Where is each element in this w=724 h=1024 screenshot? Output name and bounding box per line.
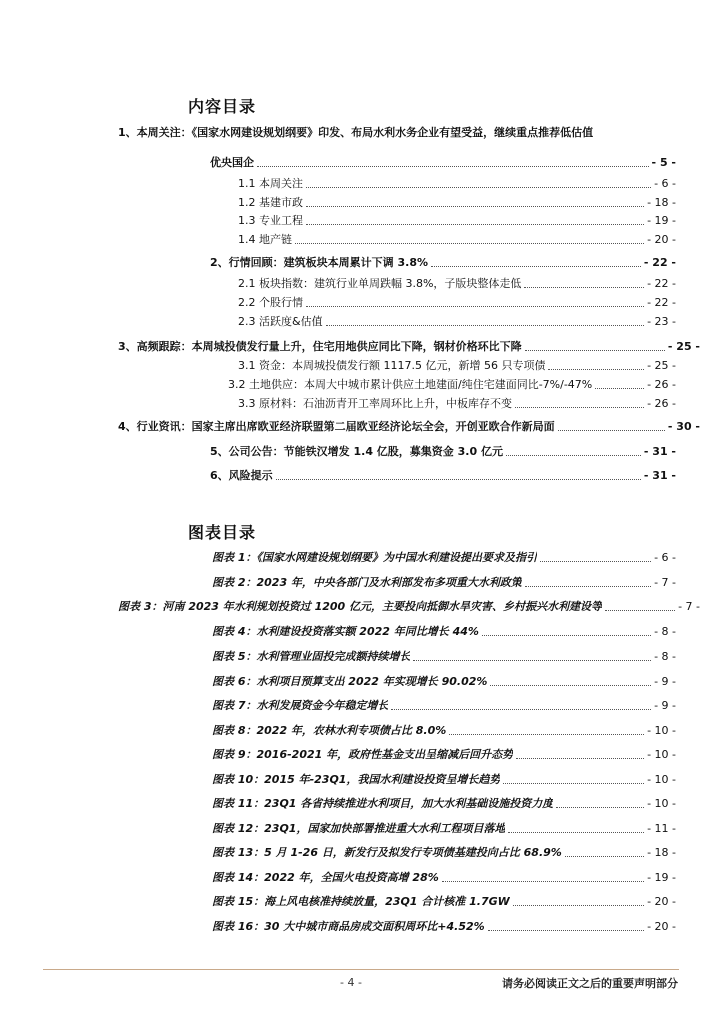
chart-page-number: - 7 - <box>678 600 700 613</box>
footer-divider <box>43 969 679 970</box>
leader-dots <box>413 659 651 661</box>
chart-page-number: - 10 - <box>647 773 676 786</box>
toc-entry-text: 6、风险提示 <box>210 469 273 482</box>
leader-dots <box>276 478 641 480</box>
chart-page-number: - 10 - <box>647 748 676 761</box>
leader-dots <box>488 929 644 931</box>
leader-dots <box>449 733 644 735</box>
footer-page-number: - 4 - <box>340 976 362 989</box>
chart-entry-text: 图表 10：2015 年-23Q1，我国水利建设投资呈增长趋势 <box>212 773 501 786</box>
chart-entry-text: 图表 1：《国家水网建设规划纲要》为中国水利建设提出要求及指引 <box>212 551 537 564</box>
toc-page-number: - 5 - <box>651 156 676 169</box>
toc-page-number: - 26 - <box>647 378 676 391</box>
leader-dots <box>490 684 651 686</box>
chart-entry-3[interactable] <box>118 598 700 614</box>
chart-entry-text: 图表 8：2022 年，农林水利专项债占比 8.0% <box>212 724 447 737</box>
toc-entry-text: 1.2 基建市政 <box>238 196 303 209</box>
chart-entry-text: 图表 14：2022 年，全国火电投资高增 28% <box>212 871 439 884</box>
toc-page-number: - 22 - <box>643 256 676 269</box>
chart-page-number: - 10 - <box>647 724 676 737</box>
chart-page-number: - 18 - <box>647 846 676 859</box>
leader-dots <box>525 585 651 587</box>
leader-dots <box>556 806 644 808</box>
chart-entry-4[interactable] <box>212 623 676 639</box>
chart-entry-14[interactable] <box>212 869 676 885</box>
toc-entry-text: 1.3 专业工程 <box>238 214 303 227</box>
toc-page-number: - 19 - <box>647 214 676 227</box>
chart-entry-10[interactable] <box>212 771 676 787</box>
toc-page-number: - 25 - <box>667 340 700 353</box>
chart-page-number: - 6 - <box>654 551 676 564</box>
toc-entry-2[interactable] <box>210 254 676 270</box>
toc-entry-text: 2.1 板块指数：建筑行业单周跌幅 3.8%，子版块整体走低 <box>238 277 522 290</box>
toc-entry-text: 4、行业资讯：国家主席出席欧亚经济联盟第二届欧亚经济论坛全会，开创亚欧合作新局面 <box>118 420 555 433</box>
leader-dots <box>295 242 644 244</box>
toc-entry-text: 5、公司公告：节能铁汉增发 1.4 亿股，募集资金 3.0 亿元 <box>210 445 503 458</box>
chart-page-number: - 11 - <box>647 822 676 835</box>
chart-entry-9[interactable] <box>212 746 676 762</box>
chart-entry-16[interactable] <box>212 918 676 934</box>
chart-entry-text: 图表 15：海上风电核准持续放量，23Q1 合计核准 1.7GW <box>212 895 510 908</box>
chart-entry-text: 图表 3：河南 2023 年水利规划投资过 1200 亿元，主要投向抵御水旱灾害、乡村振兴水利建设等 <box>118 600 603 613</box>
toc-entry-4[interactable] <box>118 418 700 434</box>
chart-entry-12[interactable] <box>212 820 676 836</box>
chart-entry-text: 图表 4：水利建设投资落实额 2022 年同比增长 44% <box>212 625 479 638</box>
chart-entry-8[interactable] <box>212 722 676 738</box>
leader-dots <box>540 560 651 562</box>
chart-entry-15[interactable] <box>212 893 676 909</box>
leader-dots <box>482 634 651 636</box>
chart-entry-text: 图表 6：水利项目预算支出 2022 年实现增长 90.02% <box>212 675 488 688</box>
chart-page-number: - 20 - <box>647 920 676 933</box>
toc-entry-1-2[interactable] <box>238 194 676 210</box>
footer-disclaimer: 请务必阅读正文之后的重要声明部分 <box>502 977 678 990</box>
leader-dots <box>306 223 644 225</box>
chart-page-number: - 9 - <box>654 675 676 688</box>
toc-entry-text: 1.1 本周关注 <box>238 177 303 190</box>
toc-entry-3-2[interactable] <box>228 376 676 392</box>
chart-entry-6[interactable] <box>212 673 676 689</box>
leader-dots <box>516 757 644 759</box>
chart-entry-text: 图表 11：23Q1 各省持续推进水利项目，加大水利基础设施投资力度 <box>212 797 554 810</box>
toc-entry-text: 3.2 土地供应：本周大中城市累计供应土地建面/纯住宅建面同比-7%/-47% <box>228 378 593 391</box>
leader-dots <box>431 265 641 267</box>
toc-entry-1-cont[interactable] <box>210 154 676 170</box>
toc-entry-text: 1.4 地产链 <box>238 233 292 246</box>
chart-page-number: - 7 - <box>654 576 676 589</box>
leader-dots <box>605 609 675 611</box>
leader-dots <box>515 406 644 408</box>
chart-page-number: - 8 - <box>654 650 676 663</box>
leader-dots <box>306 305 644 307</box>
toc-page-number: - 26 - <box>647 397 676 410</box>
leader-dots <box>306 186 651 188</box>
toc-page-number: - 22 - <box>647 296 676 309</box>
toc-entry-text: 3.3 原材料：石油沥青开工率周环比上升，中板库存不变 <box>238 397 512 410</box>
toc-entry-1-3[interactable] <box>238 212 676 228</box>
toc-page-number: - 31 - <box>643 469 676 482</box>
leader-dots <box>257 165 649 167</box>
toc-entry-3-1[interactable] <box>238 357 676 373</box>
leader-dots <box>513 904 644 906</box>
leader-dots <box>524 286 644 288</box>
chart-page-number: - 10 - <box>647 797 676 810</box>
leader-dots <box>306 205 644 207</box>
toc-entry-text: 2.2 个股行情 <box>238 296 303 309</box>
chart-entry-5[interactable] <box>212 648 676 664</box>
chart-entry-text: 图表 12：23Q1，国家加快部署推进重大水利工程项目落地 <box>212 822 506 835</box>
leader-dots <box>391 708 651 710</box>
chart-entry-text: 图表 9：2016-2021 年，政府性基金支出呈缩减后回升态势 <box>212 748 514 761</box>
toc-entry-3[interactable] <box>118 338 700 354</box>
chart-page-number: - 9 - <box>654 699 676 712</box>
toc-entry-1-4[interactable] <box>238 231 676 247</box>
leader-dots <box>565 855 644 857</box>
toc-page-number: - 6 - <box>654 177 676 190</box>
toc-entry-text: 1、本周关注：《国家水网建设规划纲要》印发、布局水利水务企业有望受益，继续重点推荐低估值 <box>118 126 594 139</box>
toc-page-number: - 23 - <box>647 315 676 328</box>
toc-entry-3-3[interactable] <box>238 395 676 411</box>
leader-dots <box>508 831 644 833</box>
leader-dots <box>595 387 644 389</box>
charts-heading: 图表目录 <box>188 523 257 542</box>
leader-dots <box>506 454 641 456</box>
toc-page-number: - 30 - <box>667 420 700 433</box>
toc-entry-2-3[interactable] <box>238 313 676 329</box>
chart-entry-13[interactable] <box>212 844 676 860</box>
chart-entry-2[interactable] <box>212 574 676 590</box>
toc-heading: 内容目录 <box>188 97 257 116</box>
leader-dots <box>326 324 644 326</box>
toc-entry-2-1[interactable] <box>238 275 676 291</box>
toc-entry-1[interactable] <box>118 124 678 140</box>
toc-page-number: - 22 - <box>647 277 676 290</box>
toc-entry-text: 优央国企 <box>210 156 254 169</box>
chart-entry-7[interactable] <box>212 697 676 713</box>
toc-entry-6[interactable] <box>210 467 676 483</box>
chart-entry-text: 图表 5：水利管理业固投完成额持续增长 <box>212 650 411 663</box>
chart-entry-text: 图表 7：水利发展资金今年稳定增长 <box>212 699 389 712</box>
chart-entry-11[interactable] <box>212 795 676 811</box>
toc-entry-text: 3.1 资金：本周城投债发行额 1117.5 亿元，新增 56 只专项债 <box>238 359 546 372</box>
toc-entry-5[interactable] <box>210 443 676 459</box>
leader-dots <box>442 880 644 882</box>
toc-entry-text: 3、高频跟踪：本周城投债发行量上升，住宅用地供应同比下降，钢材价格环比下降 <box>118 340 522 353</box>
chart-entry-text: 图表 13：5 月 1-26 日，新发行及拟发行专项债基建投向占比 68.9% <box>212 846 562 859</box>
chart-page-number: - 19 - <box>647 871 676 884</box>
chart-entry-text: 图表 16：30 大中城市商品房成交面积周环比+4.52% <box>212 920 485 933</box>
toc-page-number: - 20 - <box>647 233 676 246</box>
toc-entry-2-2[interactable] <box>238 294 676 310</box>
toc-page-number: - 25 - <box>647 359 676 372</box>
leader-dots <box>503 782 644 784</box>
leader-dots <box>548 368 644 370</box>
chart-page-number: - 20 - <box>647 895 676 908</box>
chart-page-number: - 8 - <box>654 625 676 638</box>
toc-entry-1-1[interactable] <box>238 175 676 191</box>
toc-page-number: - 31 - <box>643 445 676 458</box>
toc-page-number: - 18 - <box>647 196 676 209</box>
leader-dots <box>525 349 665 351</box>
chart-entry-text: 图表 2：2023 年，中央各部门及水利部发布多项重大水利政策 <box>212 576 522 589</box>
toc-entry-text: 2.3 活跃度&估值 <box>238 315 323 328</box>
chart-entry-1[interactable] <box>212 549 676 565</box>
leader-dots <box>558 429 665 431</box>
toc-entry-text: 2、行情回顾：建筑板块本周累计下调 3.8% <box>210 256 428 269</box>
